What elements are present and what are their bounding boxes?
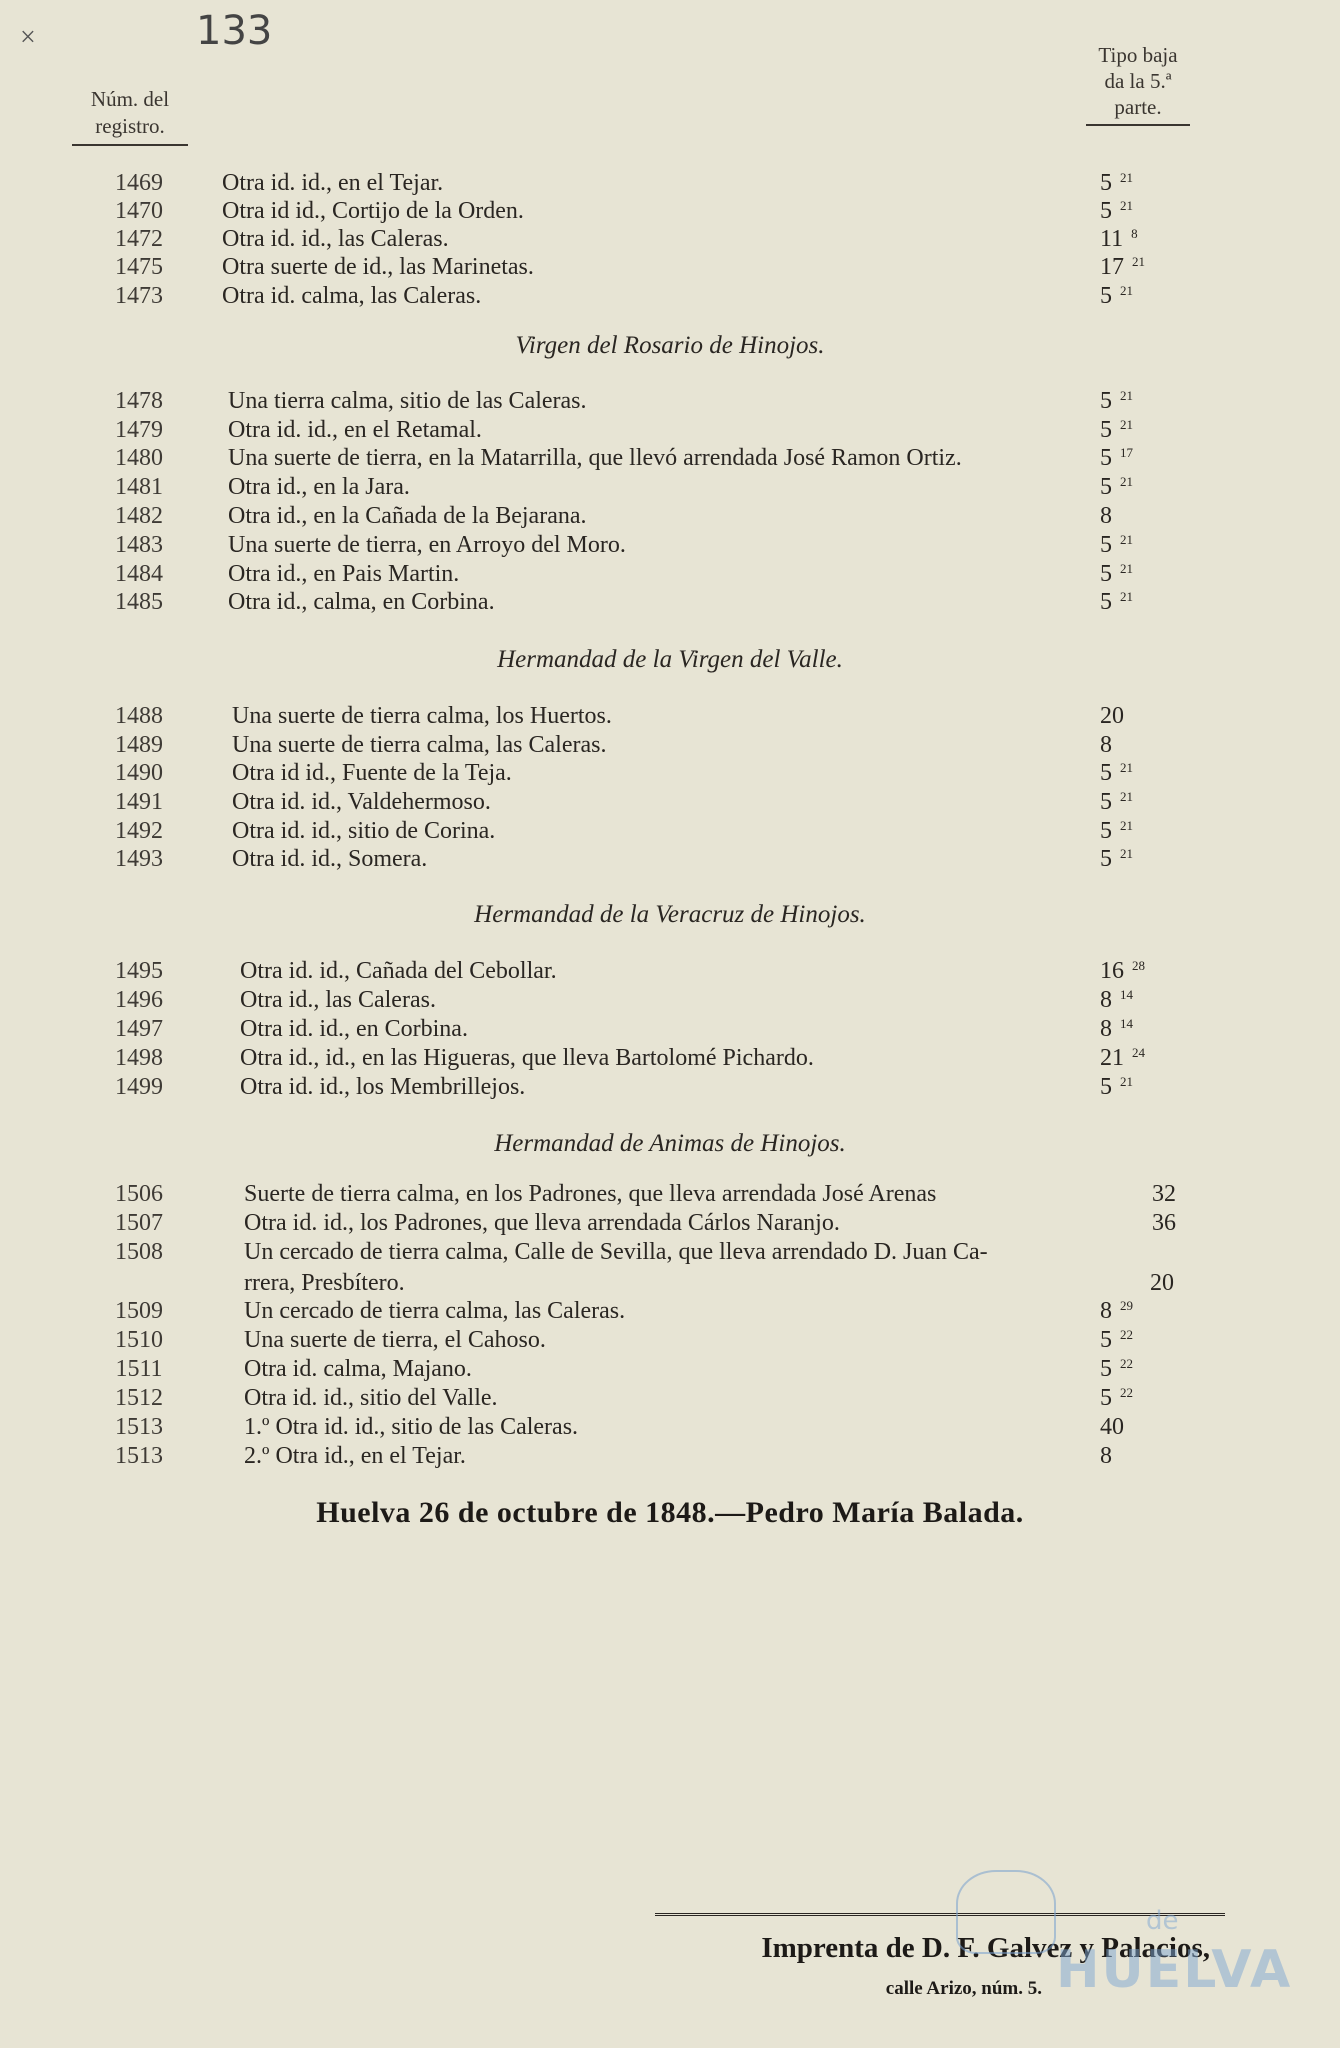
tipo-integer: 5 [1100, 760, 1112, 786]
tipo-integer: 5 [1100, 846, 1112, 872]
tipo-value [1150, 1270, 1262, 1297]
tipo-fraction: 28 [1132, 958, 1145, 973]
tipo-fraction: 22 [1120, 1385, 1133, 1400]
tipo-integer: 5 [1100, 818, 1112, 844]
entry-description: Una suerte de tierra calma, las Caleras. [232, 732, 607, 758]
tipo-fraction: 8 [1131, 226, 1138, 241]
tipo-fraction: 22 [1120, 1327, 1133, 1342]
tipo-fraction: 14 [1120, 987, 1133, 1002]
entry-description: 1.º Otra id. id., sitio de las Caleras. [244, 1414, 579, 1440]
entry-description: Otra id id., Cortijo de la Orden. [222, 198, 524, 224]
tipo-fraction: 14 [1120, 1016, 1133, 1031]
tipo-value [1100, 1327, 1212, 1354]
tipo-fraction: 21 [1120, 561, 1133, 576]
tipo-value [1100, 388, 1212, 415]
tipo-value [1100, 532, 1212, 559]
tipo-value [1100, 789, 1212, 816]
entry-description: Suerte de tierra calma, en los Padrones, que lleva arrendada José Arenas [244, 1181, 937, 1207]
entry-description: Otra id. calma, Majano. [244, 1356, 472, 1382]
registry-number: 1510 [115, 1327, 163, 1353]
registry-number: 1511 [115, 1356, 163, 1382]
registry-number: 1479 [115, 417, 163, 443]
tipo-fraction: 17 [1120, 445, 1133, 460]
registry-number: 1492 [115, 818, 163, 844]
header-tipo-baja [1086, 42, 1190, 126]
registry-number: 1472 [115, 226, 163, 252]
printer-name: Imprenta de D. F. Galvez y Palacios, [761, 1932, 1210, 1964]
entry-description: Un cercado de tierra calma, las Caleras. [244, 1298, 626, 1324]
entry-description: Otra id., las Caleras. [240, 987, 436, 1013]
tipo-integer: 8 [1100, 503, 1112, 529]
entry-description: Otra id., en Pais Martin. [228, 561, 460, 587]
tipo-value [1100, 1356, 1212, 1383]
entry-description: Otra id. id., Valdehermoso. [232, 789, 491, 815]
tipo-integer: 8 [1100, 732, 1112, 758]
entry-description: Una suerte de tierra, en Arroyo del Moro. [228, 532, 626, 558]
tipo-value [1100, 846, 1212, 873]
tipo-fraction: 21 [1120, 532, 1133, 547]
tipo-fraction: 21 [1120, 474, 1133, 489]
tipo-value [1100, 474, 1212, 501]
registry-number: 1470 [115, 198, 163, 224]
tipo-value [1100, 760, 1212, 787]
entry-description: Otra suerte de id., las Marinetas. [222, 254, 534, 280]
tipo-integer: 8 [1100, 1443, 1112, 1469]
entry-description: Otra id. calma, las Caleras. [222, 283, 482, 309]
tipo-fraction: 21 [1120, 760, 1133, 775]
entry-description: Otra id. id., en el Tejar. [222, 170, 444, 196]
entry-description: Otra id., id., en las Higueras, que lleva Bartolomé Pichardo. [240, 1045, 814, 1071]
entry-description: Otra id., calma, en Corbina. [228, 589, 495, 615]
tipo-value [1100, 1016, 1212, 1043]
tipo-integer: 5 [1100, 388, 1112, 414]
tipo-fraction: 21 [1120, 198, 1133, 213]
registry-number: 1508 [115, 1239, 163, 1265]
entry-description: Otra id. id., Cañada del Cebollar. [240, 958, 557, 984]
tipo-fraction: 24 [1132, 1045, 1145, 1060]
section-title: Hermandad de la Veracruz de Hinojos. [474, 901, 866, 928]
tipo-value [1100, 1045, 1212, 1072]
entry-description: Una tierra calma, sitio de las Caleras. [228, 388, 587, 414]
tipo-integer: 36 [1152, 1210, 1176, 1236]
tipo-fraction: 21 [1120, 388, 1133, 403]
tipo-integer: 5 [1100, 561, 1112, 587]
registry-number: 1484 [115, 561, 163, 587]
registry-number: 1513 [115, 1443, 163, 1469]
tipo-integer: 5 [1100, 283, 1112, 309]
tipo-integer: 5 [1100, 1356, 1112, 1382]
registry-number: 1493 [115, 846, 163, 872]
entry-description: Otra id. id., las Caleras. [222, 226, 449, 252]
registry-number: 1473 [115, 283, 163, 309]
tipo-value [1100, 198, 1212, 225]
entry-description: Una suerte de tierra, el Cahoso. [244, 1327, 546, 1353]
tipo-value [1100, 170, 1212, 197]
header-tipo-label-2: da la 5.ª [1104, 69, 1172, 93]
tipo-integer: 11 [1100, 226, 1124, 252]
section-title: Hermandad de la Virgen del Valle. [497, 646, 843, 673]
tipo-integer: 5 [1100, 1074, 1112, 1100]
tipo-value [1100, 503, 1212, 530]
registry-number: 1513 [115, 1414, 163, 1440]
entry-description: Otra id., en la Cañada de la Bejarana. [228, 503, 587, 529]
header-registry-number [72, 86, 188, 146]
tipo-value [1100, 987, 1212, 1014]
tipo-integer: 8 [1100, 1298, 1112, 1324]
registry-number: 1509 [115, 1298, 163, 1324]
tipo-fraction: 21 [1120, 283, 1133, 298]
entry-description: 2.º Otra id., en el Tejar. [244, 1443, 466, 1469]
tipo-integer: 40 [1100, 1414, 1124, 1440]
tipo-value [1100, 283, 1212, 310]
registry-number: 1495 [115, 958, 163, 984]
registry-number: 1498 [115, 1045, 163, 1071]
tipo-value [1100, 1414, 1212, 1441]
printer-address: calle Arizo, núm. 5. [885, 1978, 1042, 1999]
tipo-value [1100, 703, 1212, 730]
tipo-fraction: 21 [1120, 417, 1133, 432]
entry-description: Una suerte de tierra calma, los Huertos. [232, 703, 612, 729]
header-tipo-label-1: Tipo baja [1098, 43, 1178, 67]
registry-number: 1491 [115, 789, 163, 815]
tipo-integer: 8 [1100, 1016, 1112, 1042]
tipo-value [1100, 254, 1212, 281]
tipo-value [1100, 445, 1212, 472]
tipo-fraction: 21 [1120, 1074, 1133, 1089]
entry-description: Otra id. id., Somera. [232, 846, 428, 872]
registry-number: 1497 [115, 1016, 163, 1042]
entry-description: Otra id. id., sitio del Valle. [244, 1385, 498, 1411]
tipo-integer: 5 [1100, 1327, 1112, 1353]
entry-description: Otra id. id., los Membrillejos. [240, 1074, 526, 1100]
tipo-integer: 20 [1100, 703, 1124, 729]
registry-number: 1507 [115, 1210, 163, 1236]
header-tipo-label-3: parte. [1114, 95, 1162, 119]
page-number: 133 [196, 8, 273, 54]
registry-number: 1496 [115, 987, 163, 1013]
tipo-integer: 5 [1100, 532, 1112, 558]
tipo-integer: 17 [1100, 254, 1124, 280]
tipo-fraction: 21 [1120, 846, 1133, 861]
entry-description: Un cercado de tierra calma, Calle de Sevilla, que lleva arrendado D. Juan Ca- [244, 1239, 988, 1265]
tipo-integer: 16 [1100, 958, 1124, 984]
tipo-integer: 21 [1100, 1045, 1124, 1071]
corner-mark: × [20, 22, 36, 53]
tipo-value [1100, 1074, 1212, 1101]
tipo-value [1100, 958, 1212, 985]
entry-description: Otra id. id., en Corbina. [240, 1016, 468, 1042]
tipo-value [1100, 1298, 1212, 1325]
registry-number: 1469 [115, 170, 163, 196]
tipo-integer: 5 [1100, 474, 1112, 500]
tipo-value [1100, 589, 1212, 616]
registry-number: 1481 [115, 474, 163, 500]
registry-number: 1488 [115, 703, 163, 729]
entry-description: Otra id., en la Jara. [228, 474, 410, 500]
stamp-text: HUELVA [1056, 1940, 1293, 2000]
registry-number: 1485 [115, 589, 163, 615]
section-title: Hermandad de Animas de Hinojos. [494, 1130, 846, 1157]
header-registry-label-1: Núm. del [90, 87, 170, 111]
tipo-integer: 5 [1100, 1385, 1112, 1411]
tipo-value [1152, 1210, 1264, 1237]
tipo-integer: 20 [1150, 1270, 1174, 1296]
tipo-integer: 8 [1100, 987, 1112, 1013]
stamp-sub-text: de [1146, 1906, 1179, 1936]
entry-description: Una suerte de tierra, en la Matarrilla, que llevó arrendada José Ramon Ortiz. [228, 445, 962, 471]
tipo-integer: 5 [1100, 445, 1112, 471]
tipo-integer: 5 [1100, 589, 1112, 615]
printer-rule [655, 1913, 1225, 1916]
tipo-fraction: 21 [1120, 818, 1133, 833]
registry-number: 1480 [115, 445, 163, 471]
header-tipo-rule [1086, 124, 1190, 126]
tipo-fraction: 21 [1132, 254, 1145, 269]
tipo-value [1100, 417, 1212, 444]
tipo-value [1100, 561, 1212, 588]
tipo-value [1100, 1385, 1212, 1412]
registry-number: 1483 [115, 532, 163, 558]
registry-number: 1475 [115, 254, 163, 280]
entry-description: Otra id id., Fuente de la Teja. [232, 760, 512, 786]
tipo-integer: 5 [1100, 170, 1112, 196]
tipo-integer: 5 [1100, 198, 1112, 224]
header-registry-rule [72, 144, 188, 146]
registry-number: 1489 [115, 732, 163, 758]
registry-number: 1499 [115, 1074, 163, 1100]
registry-number: 1478 [115, 388, 163, 414]
header-registry-label-2: registro. [95, 114, 165, 138]
registry-number: 1506 [115, 1181, 163, 1207]
tipo-integer: 5 [1100, 789, 1112, 815]
tipo-fraction: 29 [1120, 1298, 1133, 1313]
registry-number: 1482 [115, 503, 163, 529]
entry-description: Otra id. id., en el Retamal. [228, 417, 482, 443]
registry-number: 1512 [115, 1385, 163, 1411]
tipo-value [1100, 1443, 1212, 1470]
tipo-fraction: 21 [1120, 170, 1133, 185]
tipo-integer: 5 [1100, 417, 1112, 443]
entry-description: Otra id. id., sitio de Corina. [232, 818, 496, 844]
tipo-value [1152, 1181, 1264, 1208]
entry-description: Otra id. id., los Padrones, que lleva arrendada Cárlos Naranjo. [244, 1210, 840, 1236]
registry-number: 1490 [115, 760, 163, 786]
tipo-fraction: 21 [1120, 589, 1133, 604]
section-title: Virgen del Rosario de Hinojos. [515, 332, 825, 359]
tipo-value [1100, 818, 1212, 845]
tipo-value [1100, 226, 1212, 253]
tipo-fraction: 21 [1120, 789, 1133, 804]
tipo-fraction: 22 [1120, 1356, 1133, 1371]
tipo-integer: 32 [1152, 1181, 1176, 1207]
signature-line: Huelva 26 de octubre de 1848.—Pedro María Balada. [316, 1496, 1024, 1529]
tipo-value [1100, 732, 1212, 759]
entry-description: rrera, Presbítero. [244, 1270, 405, 1296]
